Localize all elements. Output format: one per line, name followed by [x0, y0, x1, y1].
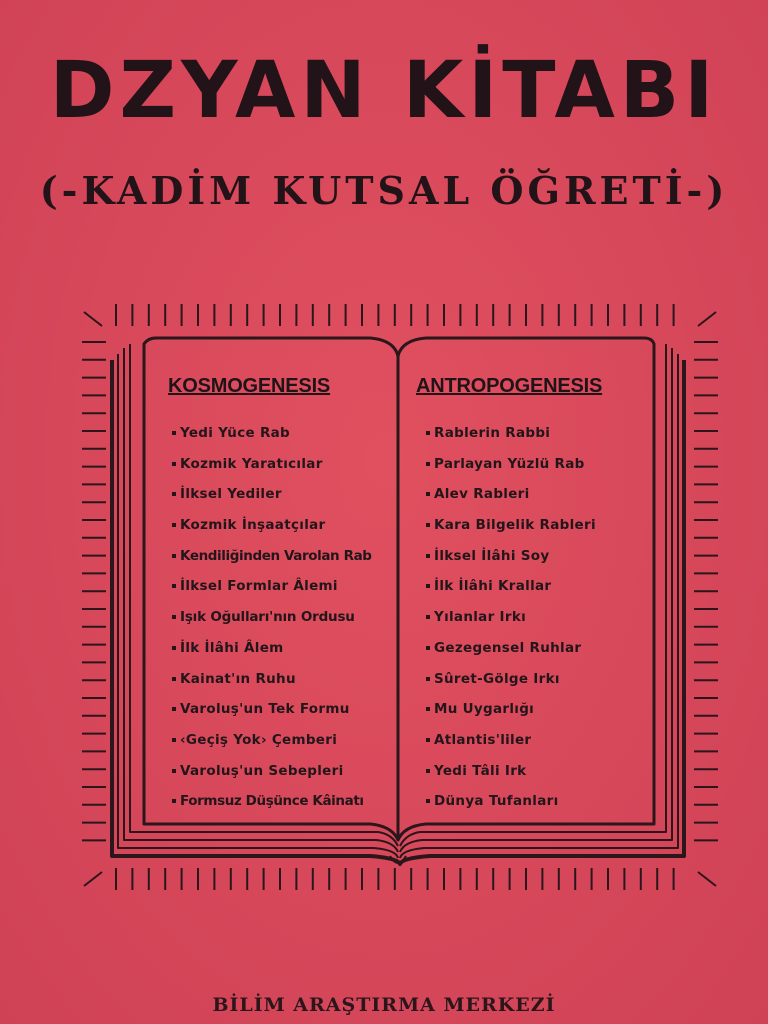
- list-item: Dünya Tufanları: [426, 786, 644, 817]
- list-item: Kozmik İnşaatçılar: [172, 510, 394, 541]
- list-item: Alev Rableri: [426, 479, 644, 510]
- antropogenesis-list: [426, 418, 644, 817]
- list-item: Kendiliğinden Varolan Rab: [172, 541, 394, 572]
- antropogenesis-column: [414, 375, 644, 817]
- list-item: Gezegensel Ruhlar: [426, 633, 644, 664]
- kosmogenesis-heading: KOSMOGENESIS: [168, 375, 331, 397]
- list-item: Yedi Yüce Rab: [172, 418, 394, 449]
- list-item: Mu Uygarlığı: [426, 694, 644, 725]
- cover-subtitle: (-KADİM KUTSAL ÖĞRETİ-): [39, 168, 729, 213]
- list-item: Varoluş'un Tek Formu: [172, 694, 394, 725]
- list-item: Yılanlar Irkı: [426, 602, 644, 633]
- cover-title: DZYAN KİTABI: [49, 46, 719, 136]
- list-item: İlk İlâhi Âlem: [172, 633, 394, 664]
- list-item: Rablerin Rabbi: [426, 418, 644, 449]
- list-item: Kara Bilgelik Rableri: [426, 510, 644, 541]
- list-item: Işık Oğulları'nın Ordusu: [172, 602, 394, 633]
- list-item: Yedi Tâli Irk: [426, 756, 644, 787]
- list-item: Formsuz Düşünce Kâinatı: [172, 786, 394, 817]
- list-item: Atlantis'liler: [426, 725, 644, 756]
- list-item: İlk İlâhi Krallar: [426, 571, 644, 602]
- publisher-name: BİLİM ARAŞTIRMA MERKEZİ: [212, 994, 556, 1016]
- kosmogenesis-column: [164, 375, 394, 817]
- list-item: Varoluş'un Sebepleri: [172, 756, 394, 787]
- list-item: Sûret-Gölge Irkı: [426, 664, 644, 695]
- list-item: İlksel Formlar Âlemi: [172, 571, 394, 602]
- list-item: Kozmik Yaratıcılar: [172, 449, 394, 480]
- antropogenesis-heading: ANTROPOGENESIS: [416, 375, 603, 397]
- list-item: İlksel Yediler: [172, 479, 394, 510]
- kosmogenesis-list: [172, 418, 394, 817]
- list-item: ‹Geçiş Yok› Çemberi: [172, 725, 394, 756]
- list-item: Kainat'ın Ruhu: [172, 664, 394, 695]
- list-item: İlksel İlâhi Soy: [426, 541, 644, 572]
- list-item: Parlayan Yüzlü Rab: [426, 449, 644, 480]
